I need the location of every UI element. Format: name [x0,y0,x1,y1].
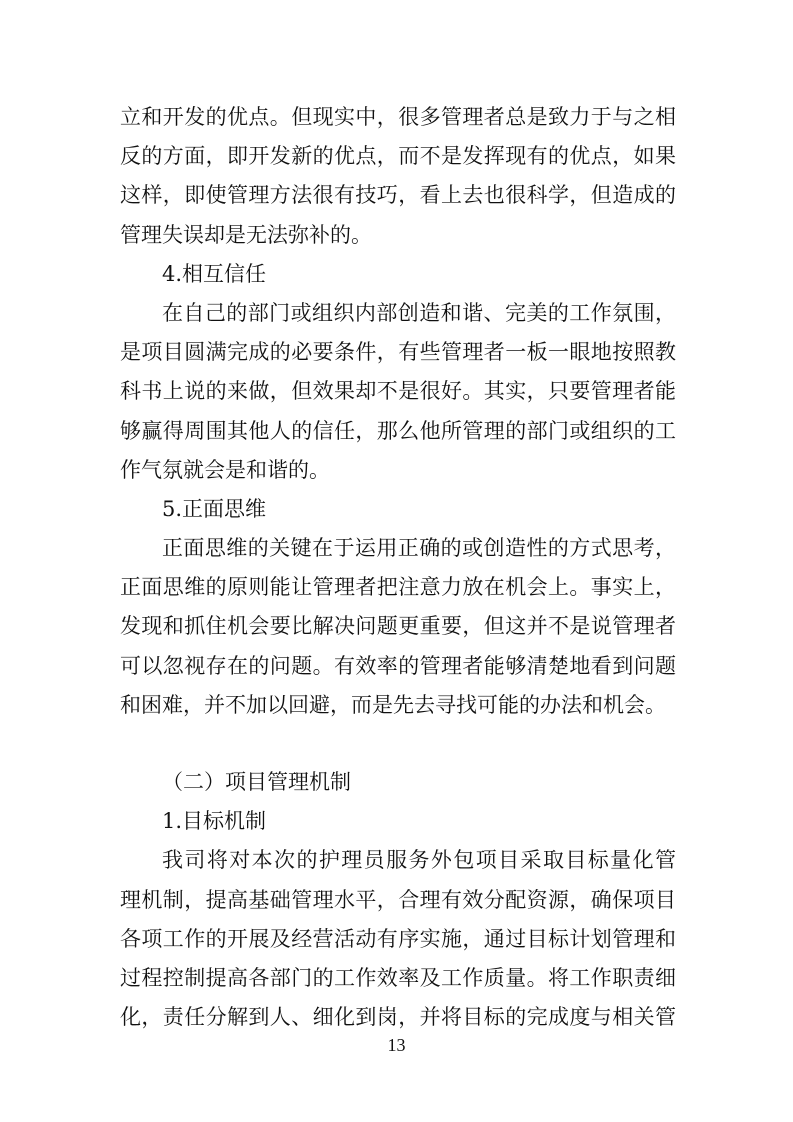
text-line: 反的方面，即开发新的优点，而不是发挥现有的优点，如果 [120,144,676,169]
section-heading-management-mechanism: （二）项目管理机制 [162,770,351,794]
text-line: 科书上说的来做，但效果却不是很好。其实，只要管理者能 [120,379,676,404]
text-line: 立和开发的优点。但现实中，很多管理者总是致力于与之相 [120,105,676,129]
text-line: 在自己的部门或组织内部创造和谐、完美的工作氛围， [162,300,676,325]
paragraph-target-mechanism [120,841,676,1037]
text-line: 管理失误却是无法弥补的。 [120,222,372,247]
page-number: 13 [387,1035,406,1055]
text-line: 化，责任分解到人、细化到岗，并将目标的完成度与相关管 [120,1005,676,1030]
text-line: 和困难，并不加以回避，而是先去寻找可能的办法和机会。 [120,692,666,717]
text-line: 理机制，提高基础管理水平，合理有效分配资源，确保项目 [120,887,676,912]
section-heading-mutual-trust: 4.相互信任 [162,261,267,286]
text-line: 发现和抓住机会要比解决问题更重要，但这并不是说管理者 [120,614,676,639]
text-line: 各项工作的开展及经营活动有序实施，通过目标计划管理和 [120,926,676,951]
text-line: 作气氛就会是和谐的。 [120,457,330,482]
text-line: 正面思维的原则能让管理者把注意力放在机会上。事实上， [120,575,676,600]
page-content [120,98,676,1037]
paragraph-mutual-trust [120,294,676,490]
section-heading-positive-thinking: 5.正面思维 [162,496,267,521]
paragraph-positive-thinking [120,529,676,725]
text-line: 可以忽视存在的问题。有效率的管理者能够清楚地看到问题 [120,653,676,678]
paragraph-continuation [120,98,676,255]
text-line: 我司将对本次的护理员服务外包项目采取目标量化管 [162,848,676,873]
blank-gap [120,725,676,763]
text-line: 正面思维的关键在于运用正确的或创造性的方式思考， [162,536,676,561]
text-line: 这样，即使管理方法很有技巧，看上去也很科学，但造成的 [120,183,676,208]
text-line: 过程控制提高各部门的工作效率及工作质量。将工作职责细 [120,965,676,990]
text-line: 够赢得周围其他人的信任，那么他所管理的部门或组织的工 [120,418,676,443]
text-line: 是项目圆满完成的必要条件，有些管理者一板一眼地按照教 [120,340,676,365]
section-heading-target-mechanism: 1.目标机制 [162,809,267,834]
